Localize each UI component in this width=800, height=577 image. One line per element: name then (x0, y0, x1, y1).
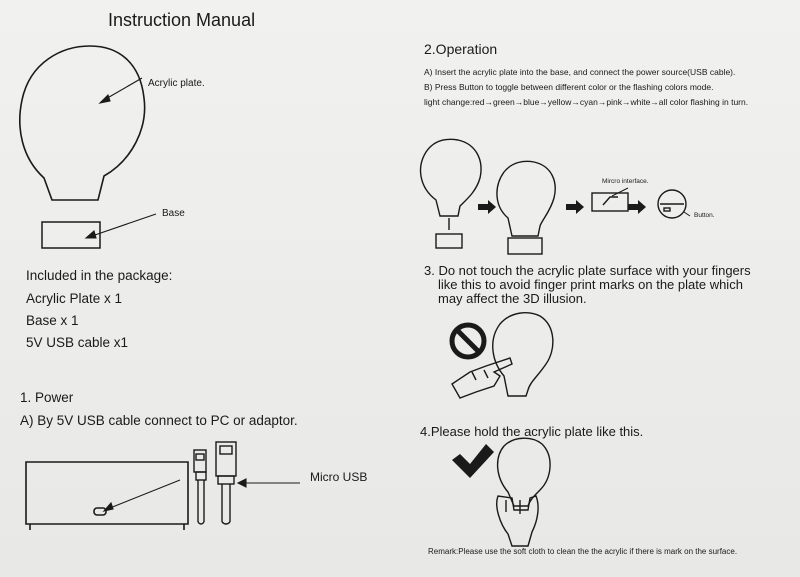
port-pointer-arrow (104, 480, 180, 511)
power-heading: 1. Power (20, 390, 74, 405)
page-title: Instruction Manual (108, 10, 256, 30)
operation-sequence-illustration (421, 139, 686, 254)
operation-step-b: B) Press Button to toggle between different color or the flashing colors mode. (424, 82, 714, 92)
operation-heading: 2.Operation (424, 41, 498, 57)
power-base-illustration (26, 462, 188, 530)
micro-usb-pointer-arrow (238, 479, 300, 487)
no-touch-icon (452, 325, 484, 357)
package-heading: Included in the package: (26, 268, 173, 283)
micro-interface-label: Mircro interface. (602, 178, 649, 185)
hand-hold-illustration (497, 438, 550, 546)
acrylic-pointer-arrow (100, 78, 142, 103)
usb-cable-illustration (194, 442, 236, 524)
step4-text: 4.Please hold the acrylic plate like this. (420, 424, 644, 439)
package-item: Base x 1 (26, 313, 79, 328)
checkmark-icon (452, 444, 494, 478)
base-pointer-arrow (86, 214, 156, 238)
operation-step-a: A) Insert the acrylic plate into the base, and connect the power source(USB cable). (424, 67, 736, 77)
micro-usb-label: Micro USB (310, 470, 368, 484)
power-instruction: A) By 5V USB cable connect to PC or adaptor. (20, 413, 298, 428)
step3-line: may affect the 3D illusion. (438, 291, 587, 306)
acrylic-plate-label: Acrylic plate. (148, 78, 205, 89)
remark-text: Remark:Please use the soft cloth to clean the the acrylic if there is mark on the surface. (428, 547, 738, 556)
step3-line: like this to avoid finger print marks on the plate which (438, 277, 743, 292)
light-change-sequence: light change:red→green→blue→yellow→cyan→pink→white→all color flashing in turn. (424, 97, 749, 107)
package-item: 5V USB cable x1 (26, 335, 129, 350)
micro-interface-pointer (612, 188, 628, 196)
button-label: Button. (694, 212, 715, 219)
step3-line: 3. Do not touch the acrylic plate surface with your fingers (424, 263, 751, 278)
bulb-plate-illustration (20, 46, 145, 200)
base-label: Base (162, 208, 185, 219)
package-item: Acrylic Plate x 1 (26, 291, 123, 306)
